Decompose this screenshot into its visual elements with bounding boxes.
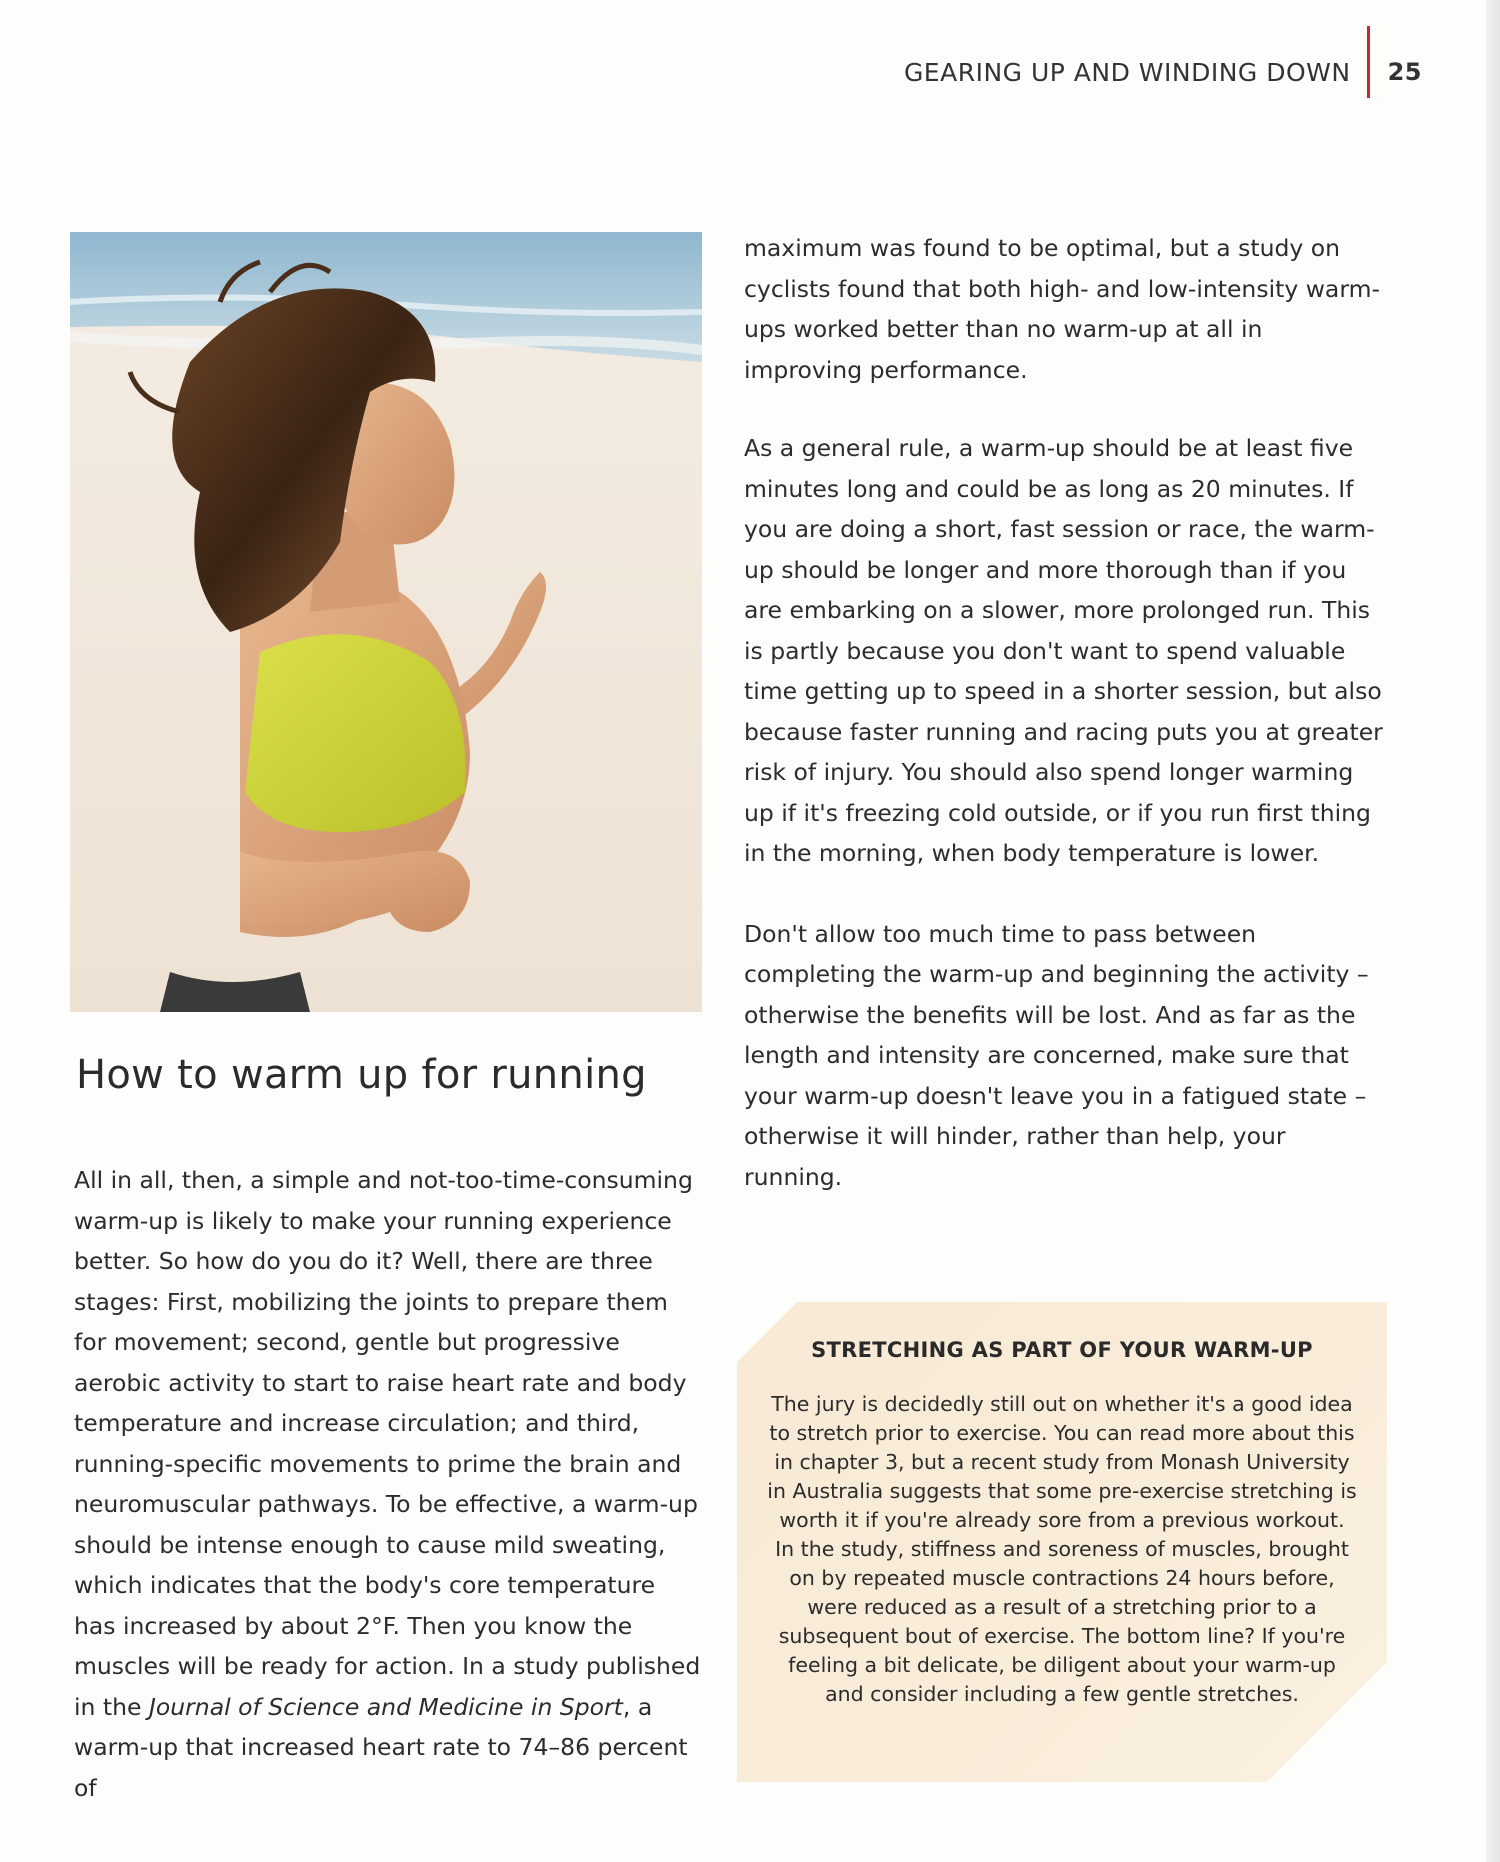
- running-header: [904, 36, 1422, 108]
- body-paragraph-timing: Don't allow too much time to pass between completing the warm-up and beginning the activity – otherwise the benefits will be lost. And as far as the length and intensity are concerned, make sure that your warm-up doesn't leave you in a fatigued state – otherwise it will hinder, rather than help, your running.: [744, 919, 1369, 1191]
- sidebar-title: STRETCHING AS PART OF YOUR WARM-UP: [811, 1338, 1313, 1362]
- header-accent-rule: [1367, 26, 1370, 98]
- running-title: GEARING UP AND WINDING DOWN: [903, 57, 1351, 87]
- sidebar-body-text: The jury is decidedly still out on whether it's a good idea to stretch prior to exercise. You can read more about this in chapter 3, but a recent study from Monash University in Australia suggests that some pre-exercise stretching is worth it if you're already sore from a previous workout. In the study, stiffness and soreness of muscles, brought on by repeated muscle contractions 24 hours before, were reduced as a result of a stretching prior to a subsequent bout of exercise. The bottom line? If you're feeling a bit delicate, be diligent about your warm-up and consider including a few gentle stretches.: [767, 1392, 1357, 1706]
- journal-title: Journal of Science and Medicine in Sport: [148, 1692, 623, 1721]
- stretching-sidebar-box: [737, 1302, 1387, 1782]
- left-text-column: [74, 1160, 704, 1808]
- running-woman-illustration: [70, 232, 702, 1012]
- page-number: 25: [1387, 58, 1422, 86]
- body-paragraph-continuation: maximum was found to be optimal, but a study on cyclists found that both high- and low-intensity warm-ups worked better than no warm-up at all in improving performance.: [744, 234, 1380, 384]
- section-heading: How to warm up for running: [76, 1052, 647, 1098]
- intro-text: All in all, then, a simple and not-too-time-consuming warm-up is likely to make your running experience better. So how do you do it? Well, there are three stages: First, mobilizing the joints to prepare them for movement; second, gentle but progressive aerobic activity to start to raise heart rate and body temperature and increase circulation; and third, running-specific movements to prime the brain and neuromuscular pathways. To be effective, a warm-up should be intense enough to cause mild sweating, which indicates that the body's core temperature has increased by about 2°F. Then you know the muscles will be ready for action. In a study published in the: [74, 1166, 701, 1721]
- intro-text-continued: , a warm-up that increased heart rate to 74–86 percent of: [74, 1692, 688, 1802]
- woman-running-photo: [70, 232, 702, 1012]
- body-paragraph-general-rule: As a general rule, a warm-up should be at least five minutes long and could be as long as 20 minutes. If you are doing a short, fast session or race, the warm-up should be longer and more thorough than if you are embarking on a slower, more prolonged run. This is partly because you don't want to spend valuable time getting up to speed in a shorter session, but also because faster running and racing puts you at greater risk of injury. You should also spend longer warming up if it's freezing cold outside, or if you run first thing in the morning, when body temperature is lower.: [744, 434, 1383, 867]
- body-paragraph-intro: [74, 1160, 704, 1808]
- front-arm-shape: [240, 851, 470, 932]
- page-edge-shadow: [1486, 0, 1500, 1862]
- right-text-column: [744, 228, 1384, 1237]
